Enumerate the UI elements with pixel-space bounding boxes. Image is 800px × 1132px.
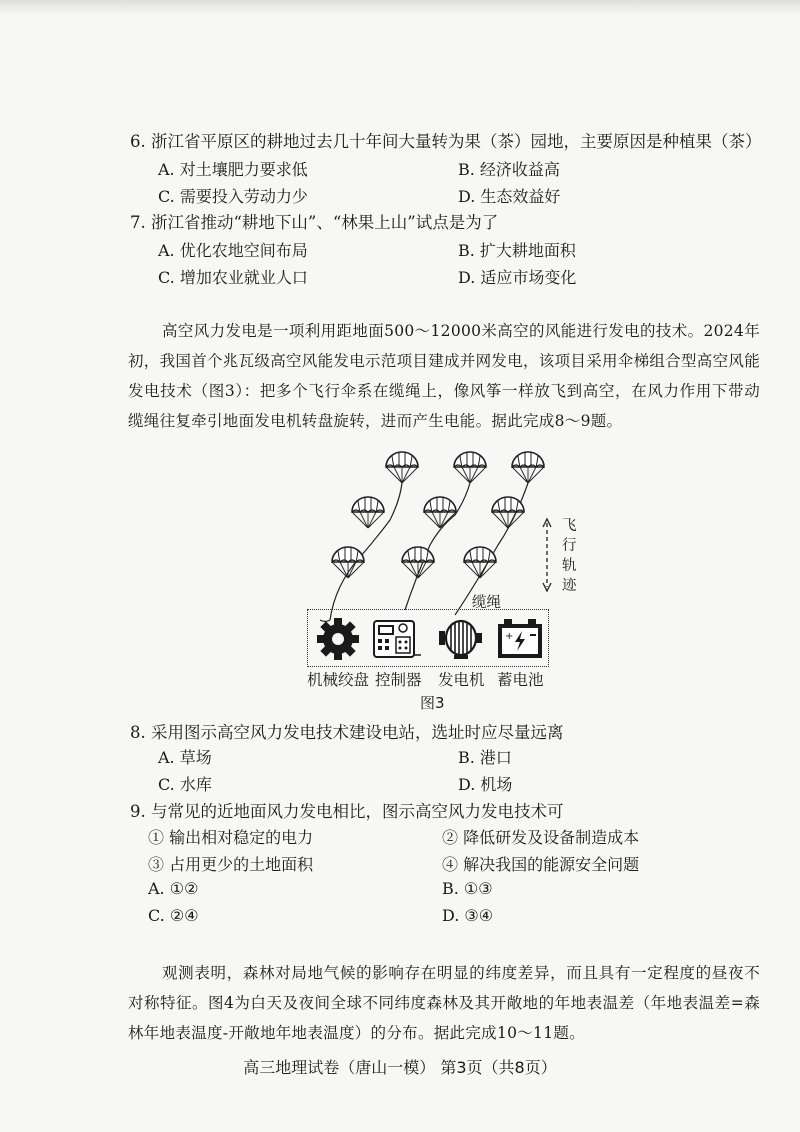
q6-option-c: C. 需要投入劳动力少 [158, 187, 308, 206]
flying-parachute [464, 547, 496, 578]
svg-text:+: + [505, 631, 514, 642]
q7-option-a: A. 优化农地空间布局 [158, 241, 308, 260]
controller-label: 控制器 [375, 671, 422, 689]
gear-icon [316, 617, 360, 661]
q9-option-a: A. ①② [148, 879, 199, 898]
battery-label: 蓄电池 [497, 671, 544, 689]
figure-caption: 图3 [420, 694, 445, 712]
page-footer: 高三地理试卷（唐山一模） 第3页（共8页） [243, 1058, 557, 1077]
q6-option-b: B. 经济收益高 [458, 160, 560, 179]
generator-icon [436, 617, 486, 661]
flight-path-label: 飞行轨迹 [562, 518, 577, 594]
flying-parachute [454, 452, 486, 483]
q6-option-d: D. 生态效益好 [458, 187, 561, 206]
question-8-stem: 8. 采用图示高空风力发电技术建设电站，选址时应尽量远离 [130, 723, 564, 742]
q9-option-b: B. ①③ [442, 879, 493, 898]
controller-icon [372, 617, 422, 661]
q9-statement-2: ② 降低研发及设备制造成本 [442, 828, 640, 847]
intro-paragraph-8-9: 高空风力发电是一项利用距地面500～12000米高空的风能进行发电的技术。2024年初，我国首个兆瓦级高空风能发电示范项目建成并网发电，该项目采用伞梯组合型高空风能发电技术（图3）：把多个飞行伞系在缆绳上，像风筝一样放飞到高空，在风力作用下带动缆绳往复牵引地面发电机转盘旋转，进而产生电能。据此完成8～9题。 [128, 322, 761, 430]
generator-label: 发电机 [438, 671, 485, 689]
flying-parachute [386, 452, 418, 483]
question-9-stem: 9. 与常见的近地面风力发电相比，图示高空风力发电技术可 [130, 802, 564, 821]
question-6-stem: 6. 浙江省平原区的耕地过去几十年间大量转为果（茶）园地，主要原因是种植果（茶） [130, 132, 762, 151]
battery-icon [496, 617, 544, 661]
q9-statement-3: ③ 占用更少的土地面积 [148, 855, 314, 874]
q7-option-c: C. 增加农业就业人口 [158, 268, 308, 287]
q9-statement-4: ④ 解决我国的能源安全问题 [442, 855, 640, 874]
q8-option-d: D. 机场 [458, 775, 513, 794]
q7-option-b: B. 扩大耕地面积 [458, 241, 576, 260]
flying-parachute [352, 497, 384, 528]
q6-option-a: A. 对土壤肥力要求低 [158, 160, 308, 179]
flying-parachute [424, 497, 456, 528]
q8-option-a: A. 草场 [158, 748, 212, 767]
flying-parachute [512, 452, 544, 483]
intro-paragraph-10-11: 观测表明，森林对局地气候的影响存在明显的纬度差异，而且具有一定程度的昼夜不对称特征。图4为白天及夜间全球不同纬度森林及其开敞地的年地表温差（年地表温差=森林年地表温度-开敞地年地表温度）的分布。据此完成10～11题。 [128, 964, 760, 1042]
flying-parachute [332, 547, 364, 578]
q9-option-c: C. ②④ [148, 906, 199, 925]
question-7-stem: 7. 浙江省推动“耕地下山”、“林果上山”试点是为了 [130, 213, 499, 232]
q7-option-d: D. 适应市场变化 [458, 268, 577, 287]
q8-option-b: B. 港口 [458, 748, 512, 767]
flying-parachute [402, 547, 434, 578]
q9-option-d: D. ③④ [442, 906, 494, 925]
page-top-edge [0, 0, 800, 14]
q9-statement-1: ① 输出相对稳定的电力 [148, 828, 314, 847]
cable-label: 缆绳 [472, 595, 501, 611]
winch-label: 机械绞盘 [307, 671, 370, 689]
q8-option-c: C. 水库 [158, 775, 212, 794]
flying-parachute [492, 497, 524, 528]
